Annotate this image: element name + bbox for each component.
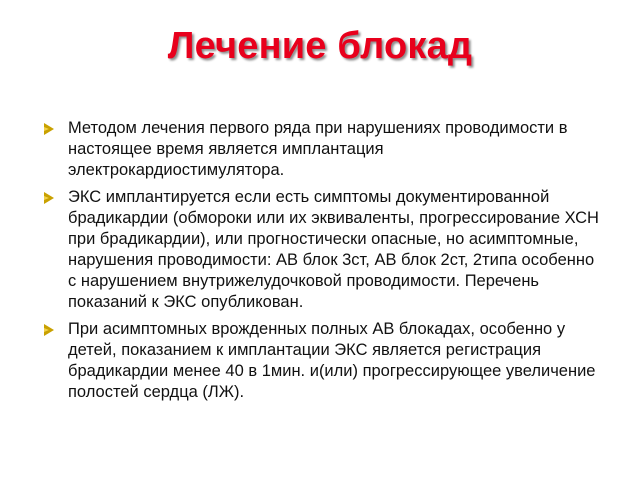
bullet-text: Методом лечения первого ряда при нарушениях проводимости в настоящее время является имплантация электрокардиостимулятора. [68,119,568,179]
arrow-bullet-icon [44,324,54,336]
bullet-list [44,118,600,409]
bullet-text: При асимптомных врожденных полных АВ блокадах, особенно у детей, показанием к имплантации ЭКС является регистрация брадикардии менее 40 в 1мин. и(или) прогрессирующее увеличение полостей сердца (ЛЖ). [68,320,596,401]
arrow-bullet-icon [44,123,54,135]
bullet-text: ЭКС имплантируется если есть симптомы документированной брадикардии (обмороки или их эквиваленты, прогрессирование ХСН при брадикардии), или прогностически опасные, но асимптомные, нарушения проводимости: АВ блок 3ст, АВ блок 2ст, 2типа особенно с нарушением внутрижелудочковой проводимости. Перечень показаний к ЭКС опубликован. [68,188,599,311]
bullet-item [44,118,600,181]
bullet-item [44,319,600,403]
slide-title: Лечение блокад [167,25,473,67]
bullet-item [44,187,600,313]
arrow-bullet-icon [44,192,54,204]
